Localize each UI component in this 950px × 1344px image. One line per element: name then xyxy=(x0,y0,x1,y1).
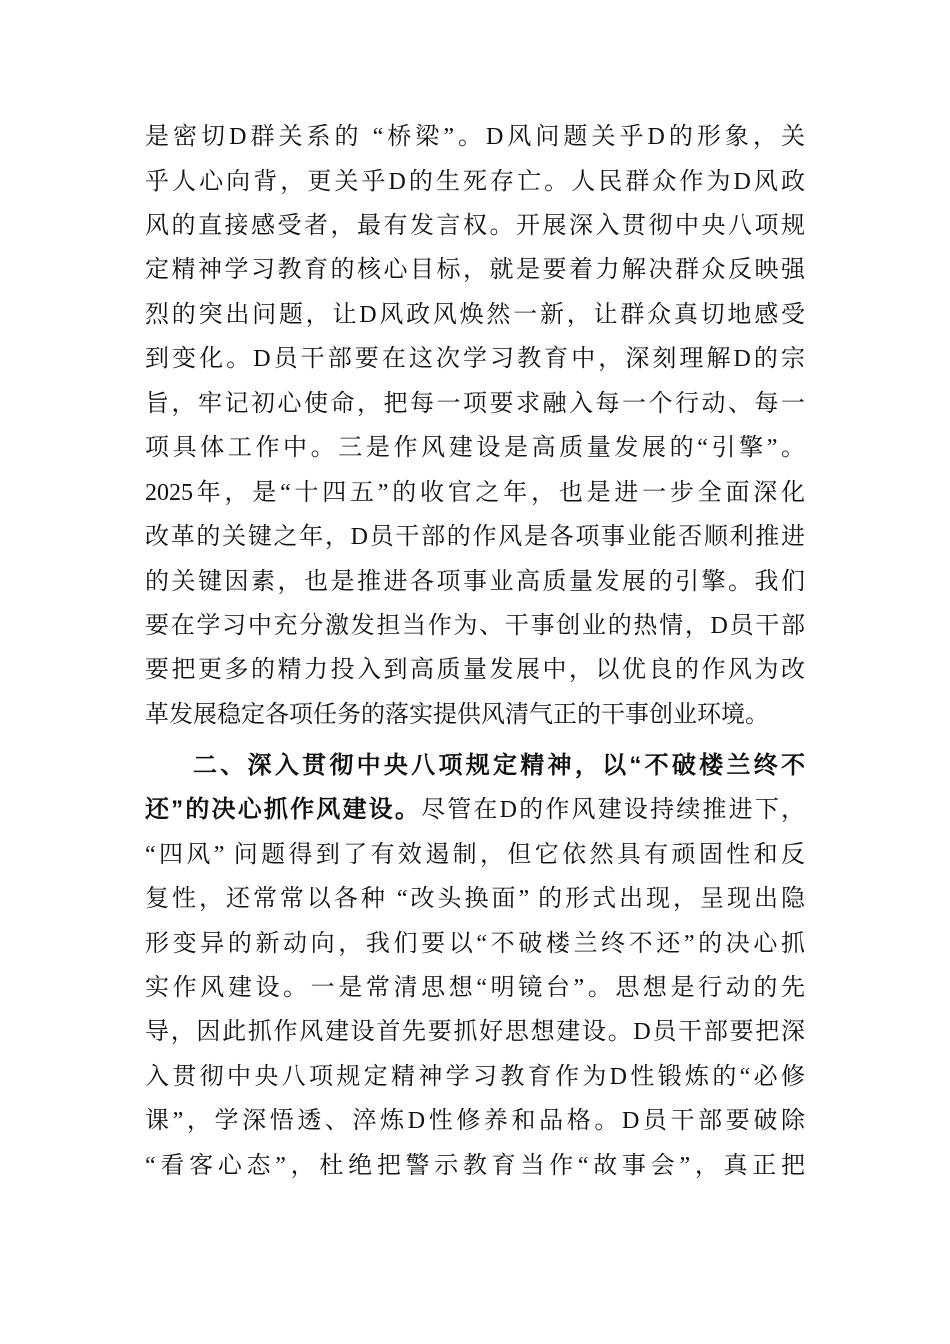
text-line: 风的直接感受者，最有发言权。开展深入贯彻中央八项规 xyxy=(145,213,805,239)
section-heading-end: 还”的决心抓作风建设。 xyxy=(145,796,422,823)
text-line: 项具体工作中。三是作风建设是高质量发展的“引擎”。 xyxy=(145,435,805,461)
text-line: 导，因此抓作风建设首先要抓好思想建设。D员干部要把深 xyxy=(145,1019,805,1045)
text-line: 要在学习中充分激发担当作为、干事创业的热情，D员干部 xyxy=(145,613,805,639)
text-line: 形变异的新动向，我们要以“不破楼兰终不还”的决心抓 xyxy=(145,931,805,957)
text-line: “四风” 问题得到了有效遏制，但它依然具有顽固性和反 xyxy=(145,842,805,868)
text-line: 的关键因素，也是推进各项事业高质量发展的引擎。我们 xyxy=(145,569,805,595)
text-line xyxy=(145,788,805,832)
text-line: 旨，牢记初心使命，把每一项要求融入每一个行动、每一 xyxy=(145,391,805,417)
text-line: 课”，学深悟透、淬炼D性修养和品格。D员干部要破除 xyxy=(145,1108,805,1134)
text-line: 是密切D群关系的 “桥梁”。D风问题关乎D的形象，关 xyxy=(145,124,805,150)
text-line: 烈的突出问题，让D风政风焕然一新，让群众真切地感受 xyxy=(145,302,805,328)
text-line: 实作风建设。一是常清思想“明镜台”。思想是行动的先 xyxy=(145,975,805,1001)
text-line: 入贯彻中央八项规定精神学习教育作为D性锻炼的“必修 xyxy=(145,1064,805,1090)
text-line: 到变化。D员干部要在这次学习教育中，深刻理解D的宗 xyxy=(145,346,805,372)
text-line: “看客心态”，杜绝把警示教育当作“故事会”，真正把 xyxy=(145,1153,805,1179)
text-line: 2025年，是“十四五”的收官之年，也是进一步全面深化 xyxy=(145,480,805,506)
text-segment: 尽管在D的作风建设持续推进下， xyxy=(421,797,806,823)
text-line: 复性，还常常以各种 “改头换面” 的形式出现，呈现出隐 xyxy=(145,886,805,912)
section-heading-line: 二、深入贯彻中央八项规定精神，以“不破楼兰终不 xyxy=(193,752,805,779)
text-line: 乎人心向背，更关乎D的生死存亡。人民群众作为D风政 xyxy=(145,169,805,195)
text-line: 改革的关键之年，D员干部的作风是各项事业能否顺利推进 xyxy=(145,524,805,550)
text-line: 要把更多的精力投入到高质量发展中，以优良的作风为改 xyxy=(145,657,805,683)
text-line: 革发展稳定各项任务的落实提供风清气正的干事创业环境。 xyxy=(145,702,769,728)
text-line: 定精神学习教育的核心目标，就是要着力解决群众反映强 xyxy=(145,257,805,283)
